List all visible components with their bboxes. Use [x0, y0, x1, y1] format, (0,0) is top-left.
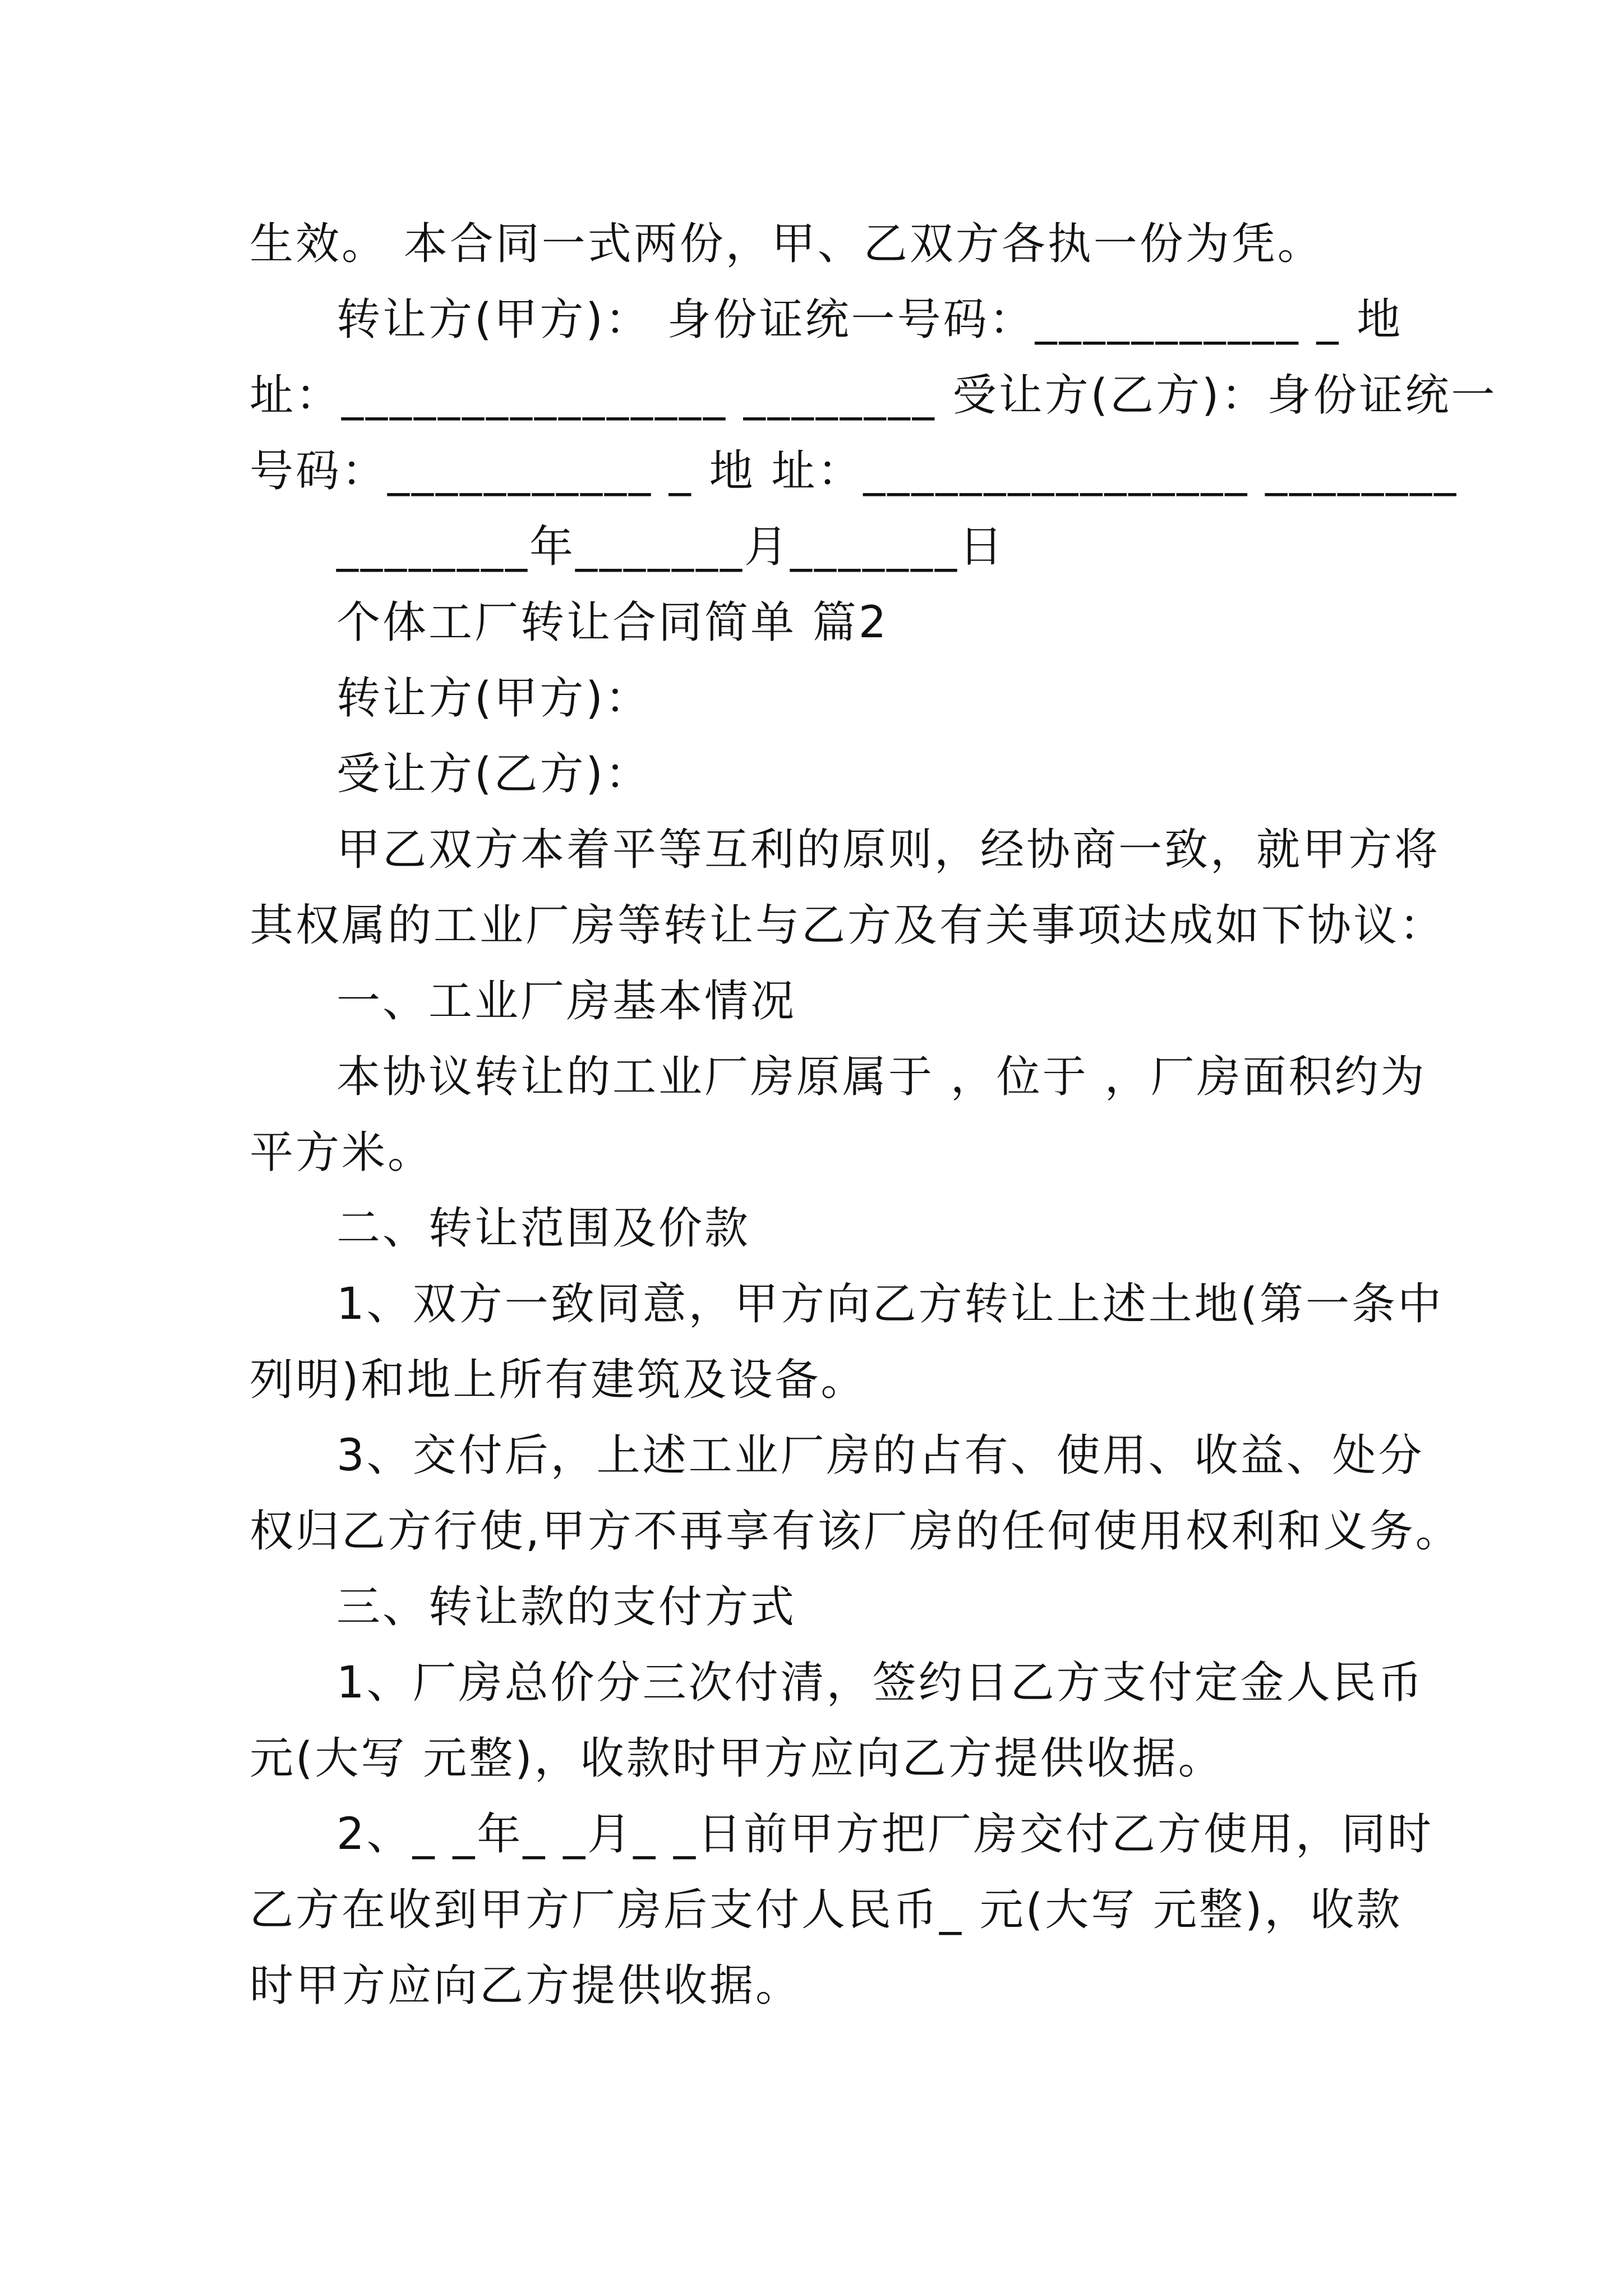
paragraph-line: 时甲方应向乙方提供收据。: [250, 1961, 802, 2011]
paragraph-line: 转让方(甲方)：: [336, 673, 651, 724]
paragraph-line: 本协议转让的工业厂房原属于 ，位于 ，厂房面积约为: [336, 1052, 1427, 1102]
paragraph-line: 元(大写 元整)，收款时甲方应向乙方提供收据。: [250, 1733, 1224, 1784]
section-heading: 三、转让款的支付方式: [336, 1582, 797, 1632]
paragraph-line: 其权属的工业厂房等转让与乙方及有关事项达成如下协议：: [250, 900, 1446, 951]
paragraph-line: 转让方(甲方)： 身份证统一号码：___________ _ 地: [336, 295, 1403, 345]
section-heading: 一、工业厂房基本情况: [336, 976, 797, 1027]
section-heading: 二、转让范围及价款: [336, 1203, 751, 1254]
paragraph-line: 号码：___________ _ 地 址：________________ ________: [250, 446, 1459, 496]
paragraph-line: 甲乙双方本着平等互利的原则，经协商一致，就甲方将: [336, 825, 1441, 875]
paragraph-line: 生效。 本合同一式两份，甲、乙双方各执一份为凭。: [250, 219, 1324, 269]
paragraph-line: 平方米。: [250, 1128, 434, 1178]
paragraph-line: 址：________________ ________ 受让方(乙方)：身份证统一: [250, 370, 1497, 421]
paragraph-line: 3、交付后，上述工业厂房的占有、使用、收益、处分: [336, 1430, 1424, 1481]
paragraph-line: 列明)和地上所有建筑及设备。: [250, 1355, 867, 1405]
paragraph-line: 1、厂房总价分三次付清，签约日乙方支付定金人民币: [336, 1658, 1424, 1708]
paragraph-line: 乙方在收到甲方厂房后支付人民币_ 元(大写 元整)，收款: [250, 1885, 1403, 1935]
paragraph-line: 权归乙方行使,甲方不再享有该厂房的任何使用权利和义务。: [250, 1506, 1461, 1557]
paragraph-line: 2、_ _年_ _月_ _日前甲方把厂房交付乙方使用，同时: [336, 1809, 1434, 1860]
paragraph-line: 受让方(乙方)：: [336, 749, 651, 799]
paragraph-line: 1、双方一致同意，甲方向乙方转让上述土地(第一条中: [336, 1279, 1444, 1329]
date-line: ________年_______月_______日: [336, 522, 1006, 572]
section-title: 个体工厂转让合同简单 篇2: [336, 597, 889, 648]
